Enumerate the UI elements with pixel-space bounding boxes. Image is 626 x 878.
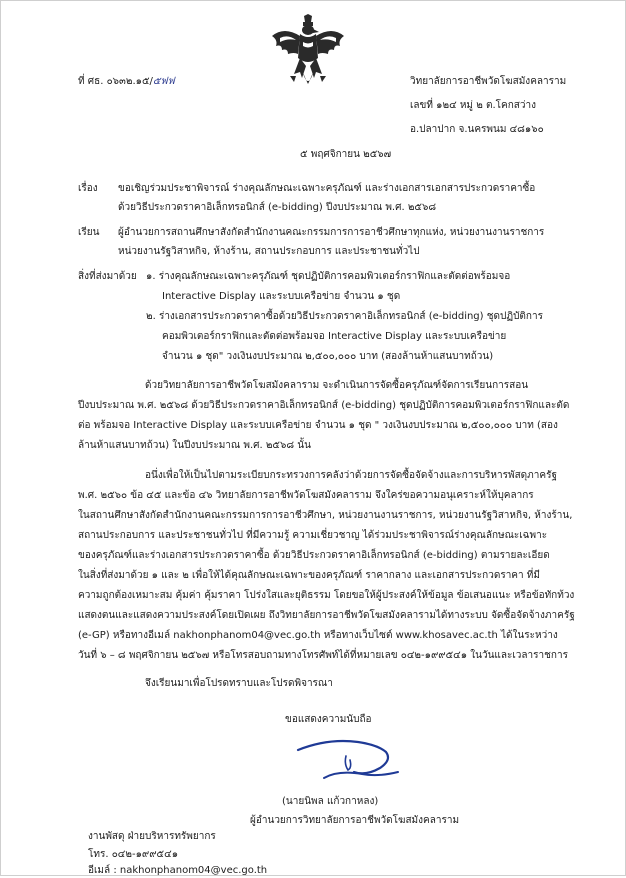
sender-address-line2: เลขที่ ๑๒๔ หมู่ ๒ ต.โคกสว่าง [410, 100, 536, 111]
enclosures-label: สิ่งที่ส่งมาด้วย [78, 271, 137, 282]
enclosure-2-line1: ๒. ร่างเอกสารประกวดราคาซื้อด้วยวิธีประกวดราคาอิเล็กทรอนิกส์ (e-bidding) ชุดปฏิบัติการ [146, 311, 543, 322]
subject-label: เรื่อง [78, 183, 98, 194]
para2-line2: พ.ศ. ๒๕๖๐ ข้อ ๔๕ และข้อ ๔๖ วิทยาลัยการอาชีพวัดโฆสมังคลาราม จึงใคร่ขอความอนุเคราะห์ให้บุคลากร [78, 490, 534, 501]
salutation: ขอแสดงความนับถือ [285, 714, 372, 725]
sender-address-line1: วิทยาลัยการอาชีพวัดโฆสมังคลาราม [410, 76, 567, 87]
para2-line1: อนึ่งเพื่อให้เป็นไปตามระเบียบกระทรวงการคลังว่าด้วยการจัดซื้อจัดจ้างและการบริหารพัสดุภาครัฐ [145, 470, 557, 481]
enclosure-2-line2: คอมพิวเตอร์กราฟิกและตัดต่อพร้อมจอ Interactive Display และระบบเครือข่าย [162, 331, 507, 342]
garuda-emblem [270, 14, 346, 94]
reference-number [78, 74, 175, 89]
para2-line10: วันที่ ๖ – ๘ พฤศจิกายน ๒๕๖๗ หรือโทรสอบถามทางโทรศัพท์ได้ที่หมายเลข ๐๔๒-๑๙๙๕๔๑ ในวันและเวลาราชการ [78, 650, 568, 661]
enclosure-1-line2: Interactive Display และระบบเครือข่าย จำนวน ๑ ชุด [162, 291, 401, 302]
handwritten-signature [258, 728, 418, 788]
para2-line9: (e-GP) หรือทางอีเมล์ nakhonphanom04@vec.go.th หรือทางเว็บไซต์ www.khosavec.ac.th ได้ในระหว่าง [78, 630, 558, 641]
para2-line6: ในสิ่งที่ส่งมาด้วย ๑ และ ๒ เพื่อให้ได้คุณลักษณะเฉพาะของครุภัณฑ์ ราคากลาง และเอกสารประกวดราคา ที่มี [78, 570, 540, 581]
contact-phone: โทร. ๐๔๒-๑๙๙๕๔๑ [88, 849, 179, 860]
para1-line3: ต่อ พร้อมจอ Interactive Display และระบบเครือข่าย จำนวน ๑ ชุด " วงเงินงบประมาณ ๒,๕๐๐,๐๐๐ บาท (สอง [78, 420, 558, 431]
enclosure-2-line3: จำนวน ๑ ชุด" วงเงินงบประมาณ ๒,๕๐๐,๐๐๐ บาท (สองล้านห้าแสนบาทถ้วน) [162, 351, 494, 362]
para1-line2: ปีงบประมาณ พ.ศ. ๒๕๖๘ ด้วยวิธีประกวดราคาอิเล็กทรอนิกส์ (e-bidding) ชุดปฏิบัติการคอมพิวเตอร์กราฟิกและตัด [78, 400, 570, 411]
closing-paragraph: จึงเรียนมาเพื่อโปรดทราบและโปรดพิจารณา [145, 678, 333, 689]
para2-line4: สถานประกอบการ และประชาชนทั่วไป ที่มีความรู้ ความเชี่ยวชาญ ได้ร่วมประชาพิจารณ์ร่างคุณลักษณะเฉพาะ [78, 530, 548, 541]
signer-name: (นายนิพล แก้วกาหลง) [282, 796, 379, 807]
para2-line8: แสดงตนและแสดงความประสงค์โดยเปิดเผย ถึงวิทยาลัยการอาชีพวัดโฆสมังคลารามได้ทางระบบ จัดซื้อจัดจ้างภาครัฐ [78, 610, 575, 621]
contact-email: อีเมล์ : nakhonphanom04@vec.go.th [88, 865, 268, 876]
subject-line2: ด้วยวิธีประกวดราคาอิเล็กทรอนิกส์ (e-bidding) ปีงบประมาณ พ.ศ. ๒๕๖๘ [118, 202, 437, 213]
subject-line1: ขอเชิญร่วมประชาพิจารณ์ ร่างคุณลักษณะเฉพาะครุภัณฑ์ และร่างเอกสารเอกสารประกวดราคาซื้อ [118, 183, 536, 194]
para2-line3: ในสถานศึกษาสังกัดสำนักงานคณะกรรมการการอาชีวศึกษา, หน่วยงานงานราชการ, หน่วยงานรัฐวิสาหกิจ, ห้างร้าน, [78, 510, 573, 521]
contact-department: งานพัสดุ ฝ่ายบริหารทรัพยากร [88, 831, 216, 842]
signer-title: ผู้อำนวยการวิทยาลัยการอาชีพวัดโฆสมังคลาราม [250, 815, 460, 826]
recipient-line2: หน่วยงานรัฐวิสาหกิจ, ห้างร้าน, สถานประกอบการ และประชาชนทั่วไป [118, 246, 420, 257]
reference-number-handwritten: ๕ฟฟ [152, 76, 175, 87]
recipient-line1: ผู้อำนวยการสถานศึกษาสังกัดสำนักงานคณะกรรมการการอาชีวศึกษาทุกแห่ง, หน่วยงานงานราชการ [118, 227, 545, 238]
letter-date: ๕ พฤศจิกายน ๒๕๖๗ [300, 149, 392, 160]
para1-line4: ล้านห้าแสนบาทถ้วน) ในปีงบประมาณ พ.ศ. ๒๕๖๘ นั้น [78, 440, 311, 451]
para2-line7: ความถูกต้องเหมาะสม คุ้มค่า คุ้มราคา โปร่งใสและยุติธรรม โดยขอให้ผู้ประสงค์ให้ข้อมูล ข้อเสนอแนะ หรือข้อทักท้วง [78, 590, 575, 601]
enclosure-1-line1: ๑. ร่างคุณลักษณะเฉพาะครุภัณฑ์ ชุดปฏิบัติการคอมพิวเตอร์กราฟิกและตัดต่อพร้อมจอ [146, 271, 511, 282]
recipient-label: เรียน [78, 227, 100, 238]
para2-line5: ของครุภัณฑ์และร่างเอกสารประกวดราคาซื้อ ด้วยวิธีประกวดราคาอิเล็กทรอนิกส์ (e-bidding) ตามรายละเอียด [78, 550, 550, 561]
sender-address-line3: อ.ปลาปาก จ.นครพนม ๔๘๑๖๐ [410, 124, 544, 135]
para1-line1: ด้วยวิทยาลัยการอาชีพวัดโฆสมังคลาราม จะดำเนินการจัดซื้อครุภัณฑ์จัดการเรียนการสอน [145, 380, 529, 391]
reference-number-prefix: ที่ ศธ. ๐๖๓๒.๑๕/ [78, 76, 153, 87]
